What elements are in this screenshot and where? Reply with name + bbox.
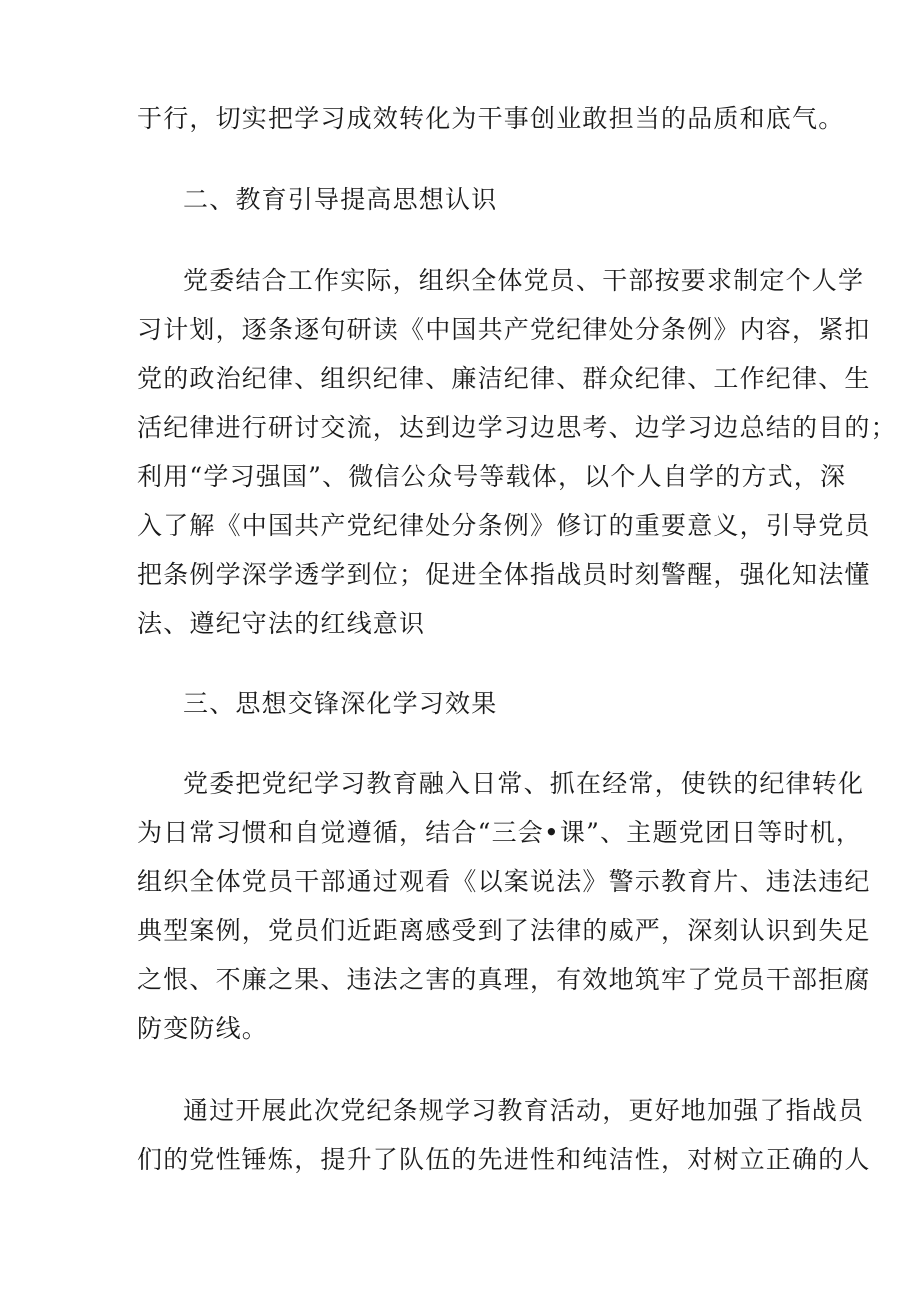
paragraph-2-line-1: 党委结合工作实际，组织全体党员、干部按要求制定个人学 [183, 266, 865, 295]
paragraph-4-line-2: 们的党性锤炼，提升了队伍的先进性和纯洁性，对树立正确的人 [137, 1145, 871, 1174]
paragraph-2-line-5: 利用“学习强国”、微信公众号等载体，以个人自学的方式，深 [137, 462, 847, 491]
paragraph-3-line-1: 党委把党纪学习教育融入日常、抓在经常，使铁的纪律转化 [183, 769, 865, 798]
paragraph-2-line-2: 习计划，逐条逐句研读《中国共产党纪律处分条例》内容，紧扣 [137, 315, 871, 344]
paragraph-2-line-4: 活纪律进行研讨交流，达到边学习边思考、边学习边总结的目的； [137, 413, 897, 442]
paragraph-2-line-3: 党的政治纪律、组织纪律、廉洁纪律、群众纪律、工作纪律、生 [137, 364, 871, 393]
paragraph-1-line-1: 于行，切实把学习成效转化为干事创业敢担当的品质和底气。 [137, 104, 845, 133]
paragraph-3-line-6: 防变防线。 [137, 1014, 269, 1043]
paragraph-4-line-1: 通过开展此次党纪条规学习教育活动，更好地加强了指战员 [183, 1096, 865, 1125]
paragraph-3-line-3: 组织全体党员干部通过观看《以案说法》警示教育片、违法违纪 [137, 867, 871, 896]
paragraph-2-line-8: 法、遵纪守法的红线意识 [137, 609, 426, 638]
section-heading-3: 三、思想交锋深化学习效果 [183, 689, 498, 718]
paragraph-3-line-2: 为日常习惯和自觉遵循，结合“三会•课”、主题党团日等时机， [137, 818, 863, 847]
paragraph-2-line-7: 把条例学深学透学到位；促进全体指战员时刻警醒，强化知法懂 [137, 560, 871, 589]
section-heading-2: 二、教育引导提高思想认识 [183, 185, 498, 214]
paragraph-3-line-5: 之恨、不廉之果、违法之害的真理，有效地筑牢了党员干部拒腐 [137, 965, 871, 994]
paragraph-3-line-4: 典型案例，党员们近距离感受到了法律的威严，深刻认识到失足 [137, 916, 871, 945]
paragraph-2-line-6: 入了解《中国共产党纪律处分条例》修订的重要意义，引导党员 [137, 511, 871, 540]
